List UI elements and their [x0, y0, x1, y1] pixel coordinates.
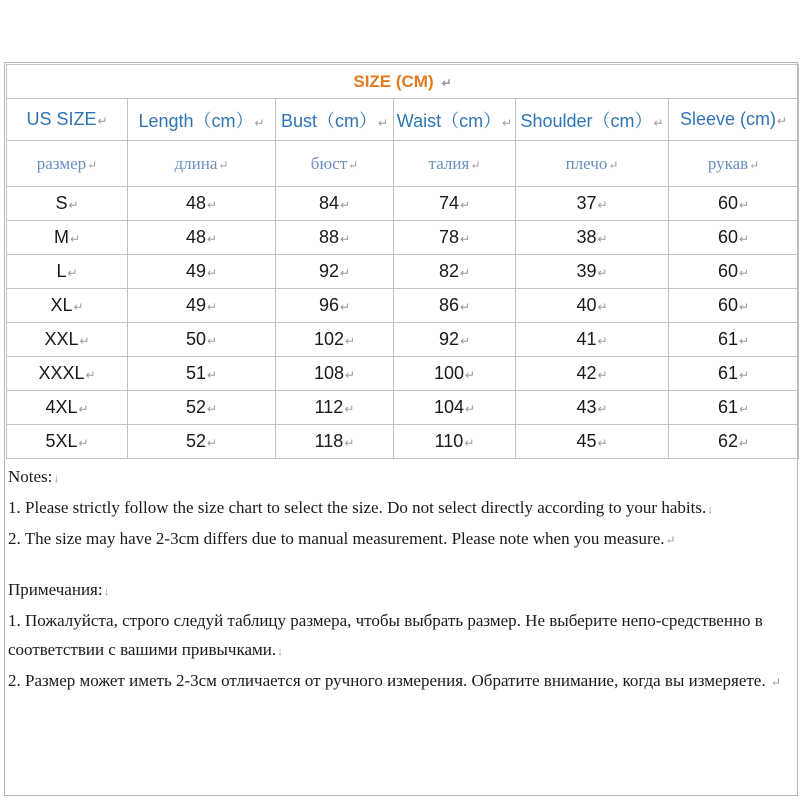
measurement-cell [394, 425, 516, 459]
header-ru-cell [128, 141, 276, 187]
table-row [7, 289, 799, 323]
measurement-cell [669, 221, 799, 255]
size-label-cell [7, 391, 128, 425]
measurement-cell-text: 118 [314, 431, 344, 451]
measurement-cell-text: 60 [717, 261, 739, 281]
measurement-cell-text: 88 [318, 227, 339, 247]
measurement-cell [276, 357, 394, 391]
paragraph-mark-icon: ↵ [459, 232, 471, 246]
paragraph-mark-icon: ↵ [339, 198, 351, 212]
table-row [7, 255, 799, 289]
size-label-cell-text: M [53, 227, 69, 247]
measurement-cell [394, 391, 516, 425]
measurement-cell-text: 52 [185, 431, 206, 451]
header-ru-cell [276, 141, 394, 187]
header-ru-cell-text: бюст [310, 153, 348, 173]
table-body [7, 187, 799, 459]
paragraph-mark-icon: ↵ [597, 436, 608, 450]
size-label-cell-text: XXL [44, 329, 79, 349]
size-label-cell [7, 357, 128, 391]
paragraph-mark-icon: ↵ [348, 157, 359, 172]
paragraph-mark-icon: ↵ [206, 198, 218, 212]
paragraph-mark-icon: ↵ [339, 232, 351, 246]
notes-spacer [8, 555, 788, 575]
measurement-cell-text: 92 [438, 329, 459, 349]
paragraph-mark-icon: ↵ [78, 402, 89, 416]
measurement-cell-text: 60 [717, 295, 739, 315]
measurement-cell [669, 425, 799, 459]
size-label-cell [7, 255, 128, 289]
header-en-cell [276, 99, 394, 141]
measurement-cell [128, 323, 276, 357]
measurement-cell-text: 60 [717, 227, 739, 247]
table-title-cell [7, 65, 799, 99]
measurement-cell-text: 84 [318, 193, 339, 213]
measurement-cell-text: 45 [576, 431, 597, 451]
paragraph-mark-icon: ↵ [749, 157, 760, 172]
table-row [7, 187, 799, 221]
measurement-cell [516, 391, 669, 425]
paragraph-mark-icon: ↵ [206, 266, 218, 280]
notes-title-ru: Примечания:↓ [8, 580, 110, 599]
measurement-cell [276, 255, 394, 289]
paragraph-mark-icon: ↵ [597, 266, 608, 280]
paragraph-mark-icon: ↵ [68, 198, 79, 212]
measurement-cell-text: 61 [717, 397, 739, 417]
paragraph-mark-icon: ↵ [597, 300, 608, 314]
paragraph-mark-icon: ↵ [739, 334, 750, 348]
header-en-cell-text: US SIZE [26, 109, 97, 129]
measurement-cell [516, 255, 669, 289]
measurement-cell-text: 108 [313, 363, 344, 383]
measurement-cell [276, 391, 394, 425]
measurement-cell-text: 48 [185, 227, 206, 247]
table-row [7, 425, 799, 459]
paragraph-mark-icon: ↵ [344, 334, 356, 348]
table-row [7, 357, 799, 391]
header-ru-cell [394, 141, 516, 187]
measurement-cell-text: 49 [185, 295, 206, 315]
measurement-cell-text: 40 [576, 295, 597, 315]
paragraph-mark-icon: ↵ [739, 436, 750, 450]
measurement-cell-text: 39 [576, 261, 597, 281]
paragraph-mark-icon: ↵ [739, 402, 750, 416]
paragraph-mark-icon: ↵ [73, 300, 84, 314]
header-en-cell-text: Shoulder（cm） [520, 110, 653, 131]
paragraph-mark-icon: ↵ [739, 300, 750, 314]
table-row [7, 323, 799, 357]
measurement-cell-text: 110 [434, 431, 464, 451]
measurement-cell-text: 61 [717, 363, 739, 383]
note-ru-2: 2. Размер может иметь 2-3см отличается от ручного измерения. Обратите внимание, когда вы измеряете. ↵ [8, 671, 781, 690]
paragraph-mark-icon: ↵ [459, 334, 471, 348]
paragraph-mark-icon: ↵ [344, 436, 355, 450]
header-en-cell [7, 99, 128, 141]
measurement-cell [669, 391, 799, 425]
header-en-cell-text: Bust（cm） [280, 110, 377, 131]
paragraph-mark-icon: ↵ [608, 157, 619, 172]
header-ru-cell-text: плечо [565, 153, 608, 173]
measurement-cell [276, 323, 394, 357]
table-row [7, 221, 799, 255]
paragraph-mark-icon: ↵ [459, 266, 471, 280]
note-ru-1: 1. Пожалуйста, строго следуй таблицу размера, чтобы выбрать размер. Не выберите непо-средственно в соответствии с вашими привычками.↓ [8, 611, 763, 659]
measurement-cell [128, 391, 276, 425]
header-en-cell-text: Waist（cm） [396, 110, 502, 131]
paragraph-mark-icon: ↵ [464, 402, 476, 416]
measurement-cell-text: 49 [185, 261, 206, 281]
paragraph-mark-icon: ↵ [206, 334, 218, 348]
paragraph-mark-icon: ↵ [377, 115, 389, 130]
measurement-cell [516, 357, 669, 391]
header-ru-cell [669, 141, 799, 187]
measurement-cell [669, 357, 799, 391]
measurement-cell-text: 50 [185, 329, 206, 349]
note-en-2: 2. The size may have 2-3cm differs due to manual measurement. Please note when you measure.↵ [8, 529, 676, 548]
paragraph-mark-icon: ↵ [597, 334, 608, 348]
size-table [6, 64, 799, 459]
header-ru-cell-text: длина [174, 153, 218, 173]
measurement-cell-text: 37 [576, 193, 597, 213]
measurement-cell-text: 78 [438, 227, 459, 247]
measurement-cell [516, 221, 669, 255]
size-label-cell-text: XL [50, 295, 73, 315]
size-label-cell-text: 4XL [45, 397, 78, 417]
size-label-cell-text: L [56, 261, 67, 281]
measurement-cell-text: 38 [576, 227, 597, 247]
paragraph-mark-icon: ↵ [206, 232, 218, 246]
size-label-cell-text: XXXL [38, 363, 85, 383]
header-en-cell [128, 99, 276, 141]
measurement-cell-text: 61 [717, 329, 739, 349]
paragraph-mark-icon: ↵ [78, 436, 89, 450]
paragraph-mark-icon: ↵ [464, 436, 475, 450]
measurement-cell [276, 425, 394, 459]
paragraph-mark-icon: ↵ [206, 368, 218, 382]
measurement-cell [128, 187, 276, 221]
header-en-cell-text: Sleeve (cm) [679, 109, 777, 129]
measurement-cell [128, 255, 276, 289]
measurement-cell-text: 112 [314, 397, 344, 417]
measurement-cell-text: 48 [185, 193, 206, 213]
paragraph-mark-icon: ↵ [597, 402, 608, 416]
measurement-cell [394, 187, 516, 221]
note-en-1: 1. Please strictly follow the size chart to select the size. Do not select directly according to your habits.↓ [8, 498, 714, 517]
paragraph-mark-icon: ↵ [97, 114, 108, 128]
size-label-cell [7, 187, 128, 221]
measurement-cell-text: 60 [717, 193, 739, 213]
header-ru-cell [7, 141, 128, 187]
size-label-cell [7, 221, 128, 255]
measurement-cell [669, 255, 799, 289]
paragraph-mark-icon: ↵ [739, 232, 750, 246]
table-title-row [7, 65, 799, 99]
paragraph-mark-icon: ↵ [459, 198, 471, 212]
size-label-cell [7, 323, 128, 357]
measurement-cell-text: 96 [318, 295, 339, 315]
paragraph-mark-icon: ↵ [653, 115, 664, 130]
header-en-cell [516, 99, 669, 141]
measurement-cell [394, 323, 516, 357]
header-en-cell-text: Length（cm） [138, 110, 254, 131]
paragraph-mark-icon: ↵ [69, 232, 81, 246]
notes-title-en: Notes:↓ [8, 467, 60, 486]
table-row [7, 391, 799, 425]
paragraph-mark-icon: ↵ [344, 368, 356, 382]
measurement-cell [394, 289, 516, 323]
measurement-cell-text: 86 [438, 295, 459, 315]
measurement-cell [128, 425, 276, 459]
paragraph-mark-icon: ↵ [67, 266, 78, 280]
measurement-cell [669, 323, 799, 357]
paragraph-mark-icon: ↵ [344, 402, 355, 416]
measurement-cell-text: 52 [185, 397, 206, 417]
paragraph-mark-icon: ↵ [502, 115, 513, 130]
measurement-cell-text: 92 [318, 261, 339, 281]
paragraph-mark-icon: ↵ [739, 266, 750, 280]
size-label-cell [7, 425, 128, 459]
paragraph-mark-icon: ↵ [470, 157, 481, 172]
header-en-cell [394, 99, 516, 141]
paragraph-mark-icon: ↵ [206, 402, 218, 416]
header-ru-cell [516, 141, 669, 187]
measurement-cell-text: 74 [438, 193, 459, 213]
measurement-cell-text: 51 [185, 363, 206, 383]
notes-section [8, 462, 788, 697]
paragraph-mark-icon: ↵ [739, 198, 750, 212]
header-ru-cell-text: талия [428, 153, 470, 173]
size-label-cell-text: 5XL [45, 431, 78, 451]
size-label-cell [7, 289, 128, 323]
paragraph-mark-icon: ↵ [79, 334, 90, 348]
header-ru-cell-text: рукав [707, 153, 749, 173]
paragraph-mark-icon: ↵ [464, 368, 476, 382]
measurement-cell [128, 289, 276, 323]
measurement-cell [669, 187, 799, 221]
measurement-cell [394, 357, 516, 391]
paragraph-mark-icon: ↵ [339, 266, 351, 280]
measurement-cell [128, 221, 276, 255]
measurement-cell-text: 43 [576, 397, 597, 417]
paragraph-mark-icon: ↵ [218, 157, 229, 172]
measurement-cell-text: 82 [438, 261, 459, 281]
paragraph-mark-icon: ↵ [87, 157, 98, 172]
paragraph-mark-icon: ↵ [459, 300, 471, 314]
size-label-cell-text: S [55, 193, 68, 213]
measurement-cell-text: 62 [717, 431, 739, 451]
measurement-cell [394, 255, 516, 289]
paragraph-mark-icon: ↵ [206, 436, 218, 450]
measurement-cell [394, 221, 516, 255]
paragraph-mark-icon: ↵ [597, 198, 608, 212]
measurement-cell-text: 104 [433, 397, 464, 417]
header-en-cell [669, 99, 799, 141]
paragraph-mark-icon: ↵ [739, 368, 750, 382]
measurement-cell [516, 323, 669, 357]
paragraph-mark-icon: ↵ [206, 300, 218, 314]
header-ru-cell-text: размер [36, 153, 87, 173]
measurement-cell-text: 42 [576, 363, 597, 383]
measurement-cell [276, 187, 394, 221]
paragraph-mark-icon: ↵ [441, 75, 452, 90]
measurement-cell [276, 221, 394, 255]
header-row-en [7, 99, 799, 141]
paragraph-mark-icon: ↵ [777, 114, 788, 128]
measurement-cell [516, 425, 669, 459]
paragraph-mark-icon: ↵ [597, 368, 608, 382]
paragraph-mark-icon: ↵ [85, 368, 96, 382]
measurement-cell [669, 289, 799, 323]
paragraph-mark-icon: ↵ [597, 232, 608, 246]
paragraph-mark-icon: ↵ [339, 300, 351, 314]
measurement-cell [276, 289, 394, 323]
measurement-cell-text: 100 [433, 363, 464, 383]
measurement-cell [516, 187, 669, 221]
paragraph-mark-icon: ↵ [254, 115, 265, 130]
measurement-cell [516, 289, 669, 323]
measurement-cell-text: 102 [313, 329, 344, 349]
measurement-cell [128, 357, 276, 391]
measurement-cell-text: 41 [576, 329, 597, 349]
table-title: SIZE (CM) [353, 71, 434, 91]
header-row-ru [7, 141, 799, 187]
